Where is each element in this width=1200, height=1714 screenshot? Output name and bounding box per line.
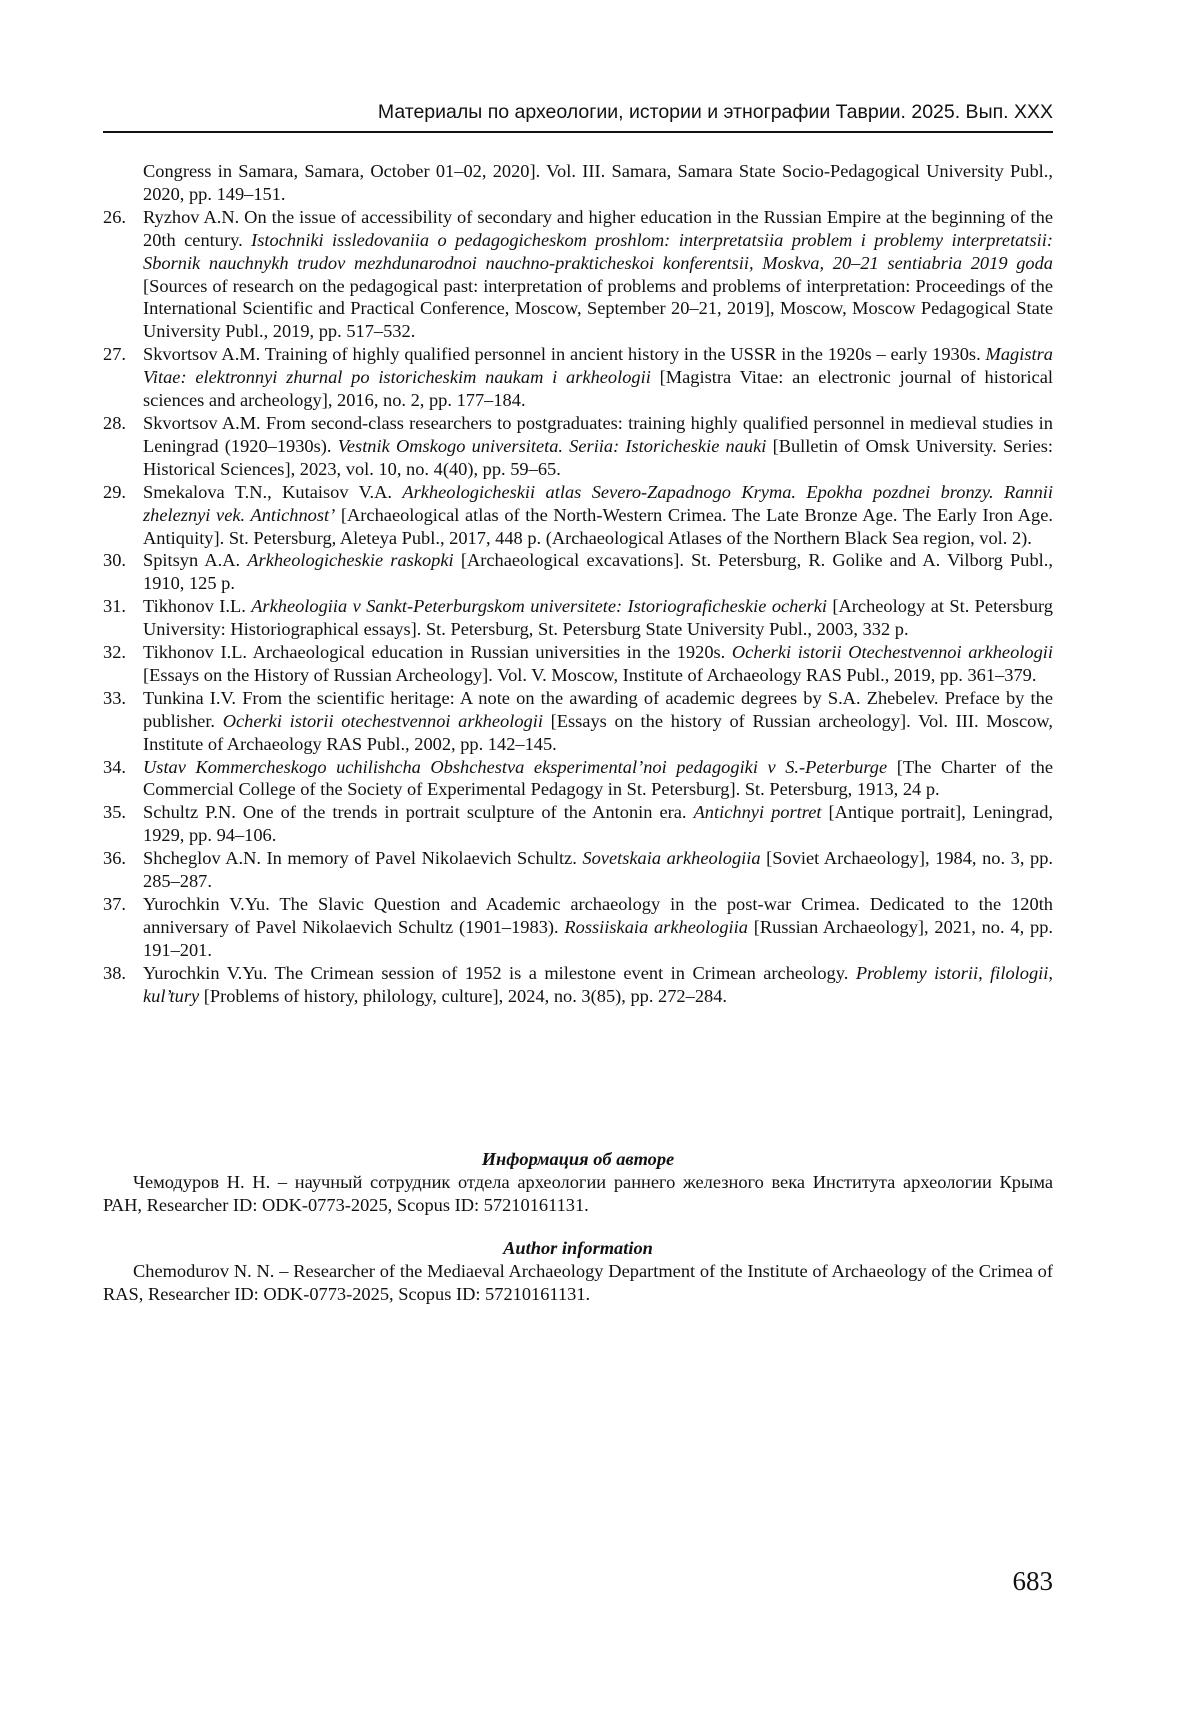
reference-text-part: Tikhonov I.L. <box>143 596 252 617</box>
reference-number: 31. <box>103 596 126 617</box>
reference-text-part: Spitsyn A.A. <box>143 550 248 571</box>
reference-source-title: Ustav Kommercheskogo uchilishcha Obshchestva eksperimental’noi pedagogiki v S.-Peterburge <box>143 756 888 777</box>
reference-text-part: [Essays on the history of Russian archeology]. Vol. III. Moscow, Institute of Archaeology RAS Publ., 2002, pp. 142–145. <box>143 710 1053 754</box>
reference-text <box>143 206 1053 343</box>
reference-text-part: [Problems of history, philology, culture], 2024, no. 3(85), pp. 272–284. <box>199 985 728 1006</box>
reference-source-title: Vestnik Omskogo universiteta. Seriia: Istoricheskie nauki <box>337 435 767 456</box>
reference-source-title: Sovetskaia arkheologiia <box>582 848 761 869</box>
reference-text-part: [Archaeological excavations]. St. Petersburg, R. Golike and A. Vilborg Publ., 1910, 125 p. <box>143 550 1053 594</box>
reference-item <box>103 962 1053 1008</box>
reference-item <box>103 687 1053 756</box>
reference-text <box>143 481 1053 550</box>
reference-source-title: Arkheologicheskie raskopki <box>247 550 454 571</box>
header-rule <box>103 131 1053 133</box>
reference-text-part: Skvortsov A.M. From second-class researchers to postgraduates: training highly qualified personnel in medieval studies in Leningrad (1920–1930s). <box>143 412 1053 456</box>
page-number: 683 <box>1012 1566 1053 1596</box>
reference-text <box>143 962 1053 1008</box>
reference-item <box>103 756 1053 802</box>
reference-item <box>103 595 1053 641</box>
reference-number: 27. <box>103 344 126 365</box>
reference-source-title: Ocherki istorii otechestvennoi arkheologii <box>222 710 543 731</box>
reference-number: 36. <box>103 848 126 869</box>
reference-number: 33. <box>103 687 126 708</box>
reference-item <box>103 893 1053 962</box>
reference-number: 35. <box>103 802 126 823</box>
reference-text-part: [Archeology at St. Petersburg University: Historiographical essays]. St. Petersburg, St. Petersburg State University Publ., 2003, 332 p. <box>143 596 1053 640</box>
reference-text-part: Tunkina I.V. From the scientific heritage: A note on the awarding of academic degrees by S.A. Zhebelev. Preface by the publisher. <box>143 687 1053 731</box>
reference-text <box>143 641 1053 687</box>
reference-number: 38. <box>103 962 126 983</box>
reference-text-part: [Bulletin of Omsk University. Series: Historical Sciences], 2023, vol. 10, no. 4(40), pp. 59–65. <box>143 435 1053 479</box>
reference-text-part: [Essays on the History of Russian Archeology]. Vol. V. Moscow, Institute of Archaeology RAS Publ., 2019, pp. 361–379. <box>143 664 1037 685</box>
reference-source-title: Arkheologicheskii atlas Severo-Zapadnogo Kryma. Epokha pozdnei bronzy. Rannii zheleznyi vek. Antichnost’ <box>143 481 1053 525</box>
reference-text-part: [Archaeological atlas of the North-Western Crimea. The Late Bronze Age. The Early Iron Age. Antiquity]. St. Petersburg, Aleteya Publ., 2017, 448 p. (Archaeological Atlases of the Northern Black Sea region, vol. 2). <box>143 504 1053 548</box>
reference-text <box>143 893 1053 962</box>
reference-text-part: [Soviet Archaeology], 1984, no. 3, pp. 285–287. <box>143 848 1053 892</box>
author-info-block <box>103 1148 1053 1306</box>
reference-text-part: [Sources of research on the pedagogical past: interpretation of problems and problems of interpretation: Proceedings of the International Scientific and Practical Conference, Moscow, September 20–21, 2019], Moscow, Moscow Pedagogical State University Publ., 2019, pp. 517–532. <box>143 275 1053 342</box>
reference-text <box>143 549 1053 595</box>
reference-number <box>103 160 143 206</box>
reference-text <box>143 687 1053 756</box>
reference-item <box>103 641 1053 687</box>
reference-number: 30. <box>103 550 126 571</box>
author-info-en-title: Author information <box>503 1238 653 1258</box>
author-info-ru-text: Чемодуров Н. Н. – научный сотрудник отдела археологии раннего железного века Института археологии Крыма РАН, Researcher ID: ODK-0773-2025, Scopus ID: 57210161131. <box>103 1172 1053 1215</box>
reference-source-title: Istochniki issledovaniia o pedagogicheskom proshlom: interpretatsiia problem i problemy interpretatsii: Sbornik nauchnykh trudov mezhdunarodnoi nauchno-prakticheskoi konferentsii, Moskva, 20–21 sentiabria 2019 goda <box>143 229 1053 273</box>
reference-source-title: Ocherki istorii Otechestvennoi arkheologii <box>731 642 1054 663</box>
reference-number: 34. <box>103 756 126 777</box>
reference-text <box>143 847 1053 893</box>
author-info-ru-title: Информация об авторе <box>481 1149 675 1169</box>
reference-text <box>143 756 1053 802</box>
reference-item <box>103 549 1053 595</box>
reference-source-title: Problemy istorii, filologii, kul’tury <box>143 962 1053 1006</box>
reference-number: 28. <box>103 412 126 433</box>
reference-item <box>103 412 1053 481</box>
reference-text-part: [Antique portrait], Leningrad, 1929, pp. 94–106. <box>143 802 1053 846</box>
reference-text-part: Schultz P.N. One of the trends in portrait sculpture of the Antonin era. <box>143 802 694 823</box>
reference-number: 29. <box>103 481 126 502</box>
reference-text-part: [Russian Archaeology], 2021, no. 4, pp. 191–201. <box>143 916 1053 960</box>
reference-source-title: Arkheologiia v Sankt-Peterburgskom universitete: Istoriograficheskie ocherki <box>251 596 827 617</box>
reference-number: 37. <box>103 894 126 914</box>
reference-number: 32. <box>103 642 126 663</box>
reference-source-title: Magistra Vitae: elektronnyi zhurnal po istoricheskim naukam i arkheologii <box>143 344 1053 388</box>
reference-list <box>103 160 1053 1008</box>
reference-text <box>143 343 1053 412</box>
reference-text-part: [The Charter of the Commercial College of the Society of Experimental Pedagogy in St. Petersburg]. St. Petersburg, 1913, 24 p. <box>143 756 1053 800</box>
reference-item <box>103 847 1053 893</box>
reference-text <box>143 160 1053 206</box>
author-info-en-text: Chemodurov N. N. – Researcher of the Mediaeval Archaeology Department of the Institute of Archaeology of the Crimea of RAS, Researcher ID: ODK-0773-2025, Scopus ID: 57210161131. <box>103 1261 1053 1304</box>
reference-source-title: Rossiiskaia arkheologiia <box>564 916 748 937</box>
reference-text-part: Yurochkin V.Yu. The Slavic Question and Academic archaeology in the post-war Crimea. Dedicated to the 120th anniversary of Pavel Nikolaevich Schultz (1901–1983). <box>143 894 1053 937</box>
reference-item <box>103 801 1053 847</box>
reference-text-part: Skvortsov A.M. Training of highly qualified personnel in ancient history in the USSR in the 1920s – early 1930s. <box>143 344 986 365</box>
reference-text-part: Shcheglov A.N. In memory of Pavel Nikolaevich Schultz. <box>143 848 583 869</box>
reference-number: 26. <box>103 206 126 227</box>
reference-text <box>143 801 1053 847</box>
reference-item <box>103 481 1053 550</box>
reference-text-part: Yurochkin V.Yu. The Crimean session of 1952 is a milestone event in Crimean archeology. <box>143 962 856 983</box>
reference-text-part: Congress in Samara, Samara, October 01–02, 2020]. Vol. III. Samara, Samara State Socio-Pedagogical University Publ., 2020, pp. 149–151. <box>143 161 1053 204</box>
reference-text <box>143 595 1053 641</box>
reference-item <box>103 206 1053 343</box>
reference-item <box>103 343 1053 412</box>
reference-text-part: Ryzhov A.N. On the issue of accessibility of secondary and higher education in the Russian Empire at the beginning of the 20th century. <box>143 206 1053 250</box>
reference-text-part: Tikhonov I.L. Archaeological education in Russian universities in the 1920s. <box>143 642 732 663</box>
reference-item <box>103 160 1053 206</box>
reference-source-title: Antichnyi portret <box>693 802 822 823</box>
reference-text-part: Smekalova T.N., Kutaisov V.A. <box>143 481 403 502</box>
running-header: Материалы по археологии, истории и этнографии Таврии. 2025. Вып. XXX <box>377 101 1053 123</box>
reference-text-part: [Magistra Vitae: an electronic journal of historical sciences and archeology], 2016, no. 2, pp. 177–184. <box>143 367 1053 411</box>
reference-text <box>143 412 1053 481</box>
